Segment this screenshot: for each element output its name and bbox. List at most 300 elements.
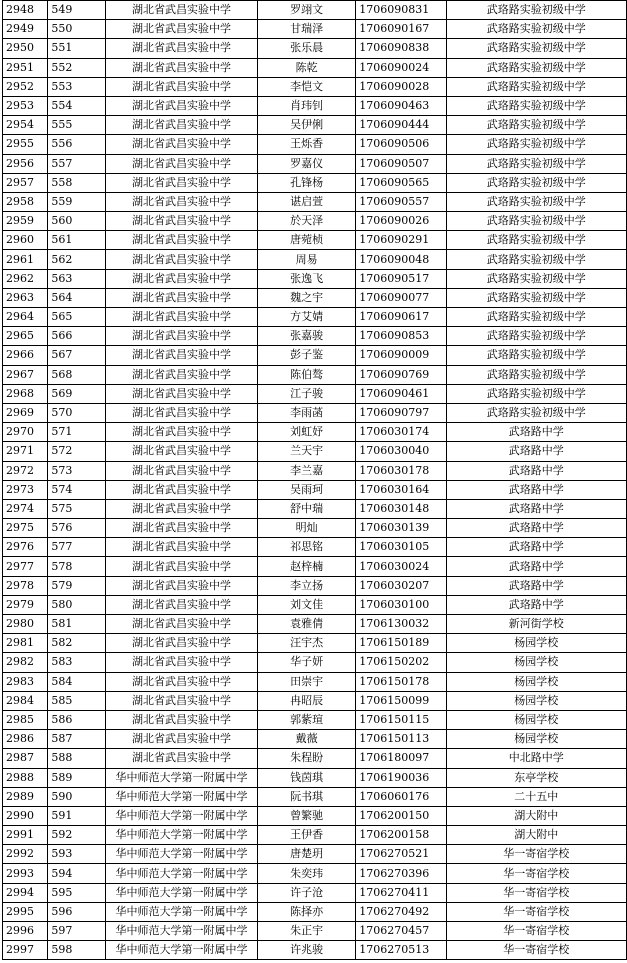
cell-student-name: 唐菀桢 xyxy=(258,231,356,250)
table-row xyxy=(3,615,627,634)
cell-student-id: 1706090026 xyxy=(356,212,446,231)
table-row xyxy=(3,192,627,211)
cell-student-name: 汪宇杰 xyxy=(258,634,356,653)
table-row xyxy=(3,231,627,250)
cell-student-name: 钱茵琪 xyxy=(258,768,356,787)
cell-rank: 578 xyxy=(48,557,106,576)
cell-rank: 583 xyxy=(48,653,106,672)
cell-seq: 2991 xyxy=(3,826,48,845)
table-row xyxy=(3,787,627,806)
table-row xyxy=(3,250,627,269)
cell-student-name: 刘文佳 xyxy=(258,595,356,614)
cell-high-school: 湖北省武昌实验中学 xyxy=(105,20,257,39)
cell-junior-school: 武珞路实验初级中学 xyxy=(446,384,626,403)
cell-student-name: 肖玮钊 xyxy=(258,96,356,115)
cell-junior-school: 武珞路实验初级中学 xyxy=(446,58,626,77)
cell-student-name: 许兆骏 xyxy=(258,941,356,960)
cell-high-school: 湖北省武昌实验中学 xyxy=(105,384,257,403)
cell-rank: 571 xyxy=(48,423,106,442)
cell-student-id: 1706030040 xyxy=(356,442,446,461)
cell-junior-school: 中北路中学 xyxy=(446,749,626,768)
cell-rank: 563 xyxy=(48,269,106,288)
cell-student-name: 郭紫瑄 xyxy=(258,710,356,729)
cell-rank: 569 xyxy=(48,384,106,403)
cell-high-school: 湖北省武昌实验中学 xyxy=(105,116,257,135)
cell-rank: 584 xyxy=(48,672,106,691)
cell-high-school: 华中师范大学第一附属中学 xyxy=(105,883,257,902)
cell-junior-school: 武珞路实验初级中学 xyxy=(446,154,626,173)
cell-junior-school: 湖大附中 xyxy=(446,826,626,845)
cell-junior-school: 杨园学校 xyxy=(446,634,626,653)
cell-rank: 554 xyxy=(48,96,106,115)
cell-rank: 565 xyxy=(48,308,106,327)
cell-student-name: 谌启萱 xyxy=(258,192,356,211)
cell-seq: 2968 xyxy=(3,384,48,403)
cell-student-id: 1706270396 xyxy=(356,864,446,883)
cell-high-school: 湖北省武昌实验中学 xyxy=(105,365,257,384)
table-row xyxy=(3,864,627,883)
cell-student-id: 1706090797 xyxy=(356,403,446,422)
cell-seq: 2984 xyxy=(3,691,48,710)
table-row xyxy=(3,749,627,768)
cell-student-name: 李兰嘉 xyxy=(258,461,356,480)
cell-seq: 2983 xyxy=(3,672,48,691)
cell-student-id: 1706150202 xyxy=(356,653,446,672)
cell-student-name: 舒中瑞 xyxy=(258,499,356,518)
table-row xyxy=(3,308,627,327)
cell-high-school: 湖北省武昌实验中学 xyxy=(105,691,257,710)
cell-junior-school: 武珞路实验初级中学 xyxy=(446,96,626,115)
cell-student-name: 冉昭辰 xyxy=(258,691,356,710)
table-row xyxy=(3,672,627,691)
table-row xyxy=(3,710,627,729)
cell-rank: 596 xyxy=(48,902,106,921)
cell-junior-school: 杨园学校 xyxy=(446,672,626,691)
cell-high-school: 湖北省武昌实验中学 xyxy=(105,710,257,729)
table-row xyxy=(3,634,627,653)
cell-high-school: 湖北省武昌实验中学 xyxy=(105,173,257,192)
table-row xyxy=(3,557,627,576)
cell-seq: 2992 xyxy=(3,845,48,864)
cell-student-id: 1706270457 xyxy=(356,922,446,941)
cell-high-school: 华中师范大学第一附属中学 xyxy=(105,941,257,960)
cell-seq: 2963 xyxy=(3,288,48,307)
cell-high-school: 湖北省武昌实验中学 xyxy=(105,499,257,518)
cell-junior-school: 武珞路中学 xyxy=(446,519,626,538)
cell-student-name: 江子骏 xyxy=(258,384,356,403)
cell-junior-school: 华一寄宿学校 xyxy=(446,902,626,921)
cell-seq: 2955 xyxy=(3,135,48,154)
cell-student-id: 1706090291 xyxy=(356,231,446,250)
cell-junior-school: 武珞路中学 xyxy=(446,423,626,442)
cell-junior-school: 华一寄宿学校 xyxy=(446,883,626,902)
cell-student-id: 1706150189 xyxy=(356,634,446,653)
table-row xyxy=(3,346,627,365)
cell-junior-school: 华一寄宿学校 xyxy=(446,864,626,883)
cell-high-school: 湖北省武昌实验中学 xyxy=(105,730,257,749)
cell-high-school: 华中师范大学第一附属中学 xyxy=(105,826,257,845)
cell-student-name: 祁思铭 xyxy=(258,538,356,557)
cell-student-id: 1706030178 xyxy=(356,461,446,480)
cell-seq: 2980 xyxy=(3,615,48,634)
cell-student-id: 1706090028 xyxy=(356,77,446,96)
cell-student-id: 1706130032 xyxy=(356,615,446,634)
cell-student-id: 1706090838 xyxy=(356,39,446,58)
cell-high-school: 湖北省武昌实验中学 xyxy=(105,557,257,576)
cell-student-name: 张嘉骏 xyxy=(258,327,356,346)
cell-seq: 2948 xyxy=(3,1,48,20)
cell-student-id: 1706090444 xyxy=(356,116,446,135)
cell-rank: 593 xyxy=(48,845,106,864)
table-row xyxy=(3,384,627,403)
cell-junior-school: 武珞路中学 xyxy=(446,442,626,461)
cell-junior-school: 武珞路实验初级中学 xyxy=(446,212,626,231)
table-row xyxy=(3,173,627,192)
cell-high-school: 湖北省武昌实验中学 xyxy=(105,749,257,768)
cell-seq: 2969 xyxy=(3,403,48,422)
cell-student-id: 1706190036 xyxy=(356,768,446,787)
cell-student-id: 1706090461 xyxy=(356,384,446,403)
cell-student-id: 1706030139 xyxy=(356,519,446,538)
cell-student-name: 陈择亦 xyxy=(258,902,356,921)
cell-rank: 591 xyxy=(48,806,106,825)
cell-junior-school: 武珞路实验初级中学 xyxy=(446,116,626,135)
cell-student-name: 王伊香 xyxy=(258,826,356,845)
cell-high-school: 湖北省武昌实验中学 xyxy=(105,442,257,461)
cell-junior-school: 武珞路实验初级中学 xyxy=(446,20,626,39)
cell-high-school: 湖北省武昌实验中学 xyxy=(105,615,257,634)
cell-student-name: 田崇宇 xyxy=(258,672,356,691)
table-row xyxy=(3,730,627,749)
cell-rank: 564 xyxy=(48,288,106,307)
cell-seq: 2997 xyxy=(3,941,48,960)
cell-student-id: 1706090557 xyxy=(356,192,446,211)
cell-student-name: 陈伯骜 xyxy=(258,365,356,384)
cell-seq: 2962 xyxy=(3,269,48,288)
cell-student-id: 1706270521 xyxy=(356,845,446,864)
cell-high-school: 湖北省武昌实验中学 xyxy=(105,480,257,499)
cell-student-name: 华子妍 xyxy=(258,653,356,672)
cell-high-school: 湖北省武昌实验中学 xyxy=(105,1,257,20)
cell-student-id: 1706200150 xyxy=(356,806,446,825)
table-row xyxy=(3,403,627,422)
table-row xyxy=(3,77,627,96)
cell-rank: 592 xyxy=(48,826,106,845)
cell-rank: 579 xyxy=(48,576,106,595)
cell-rank: 585 xyxy=(48,691,106,710)
cell-junior-school: 武珞路实验初级中学 xyxy=(446,269,626,288)
cell-junior-school: 武珞路实验初级中学 xyxy=(446,288,626,307)
cell-student-id: 1706150099 xyxy=(356,691,446,710)
cell-high-school: 湖北省武昌实验中学 xyxy=(105,135,257,154)
cell-high-school: 湖北省武昌实验中学 xyxy=(105,269,257,288)
table-row xyxy=(3,423,627,442)
cell-rank: 561 xyxy=(48,231,106,250)
cell-junior-school: 武珞路中学 xyxy=(446,557,626,576)
table-row xyxy=(3,499,627,518)
cell-rank: 580 xyxy=(48,595,106,614)
cell-seq: 2985 xyxy=(3,710,48,729)
cell-seq: 2979 xyxy=(3,595,48,614)
cell-junior-school: 武珞路中学 xyxy=(446,480,626,499)
cell-junior-school: 武珞路实验初级中学 xyxy=(446,173,626,192)
cell-high-school: 华中师范大学第一附属中学 xyxy=(105,787,257,806)
cell-junior-school: 华一寄宿学校 xyxy=(446,941,626,960)
cell-seq: 2951 xyxy=(3,58,48,77)
cell-seq: 2965 xyxy=(3,327,48,346)
cell-student-id: 1706090769 xyxy=(356,365,446,384)
cell-seq: 2996 xyxy=(3,922,48,941)
cell-junior-school: 武珞路中学 xyxy=(446,595,626,614)
cell-student-name: 孔锋杨 xyxy=(258,173,356,192)
cell-high-school: 湖北省武昌实验中学 xyxy=(105,595,257,614)
cell-seq: 2994 xyxy=(3,883,48,902)
table-row xyxy=(3,519,627,538)
cell-rank: 574 xyxy=(48,480,106,499)
cell-student-name: 罗翊文 xyxy=(258,1,356,20)
cell-student-name: 朱奕玮 xyxy=(258,864,356,883)
table-row xyxy=(3,96,627,115)
cell-high-school: 湖北省武昌实验中学 xyxy=(105,212,257,231)
cell-seq: 2978 xyxy=(3,576,48,595)
cell-rank: 555 xyxy=(48,116,106,135)
cell-high-school: 湖北省武昌实验中学 xyxy=(105,634,257,653)
cell-rank: 586 xyxy=(48,710,106,729)
cell-student-id: 1706090517 xyxy=(356,269,446,288)
cell-rank: 549 xyxy=(48,1,106,20)
cell-student-id: 1706150178 xyxy=(356,672,446,691)
cell-rank: 557 xyxy=(48,154,106,173)
cell-junior-school: 新河街学校 xyxy=(446,615,626,634)
cell-seq: 2989 xyxy=(3,787,48,806)
cell-high-school: 华中师范大学第一附属中学 xyxy=(105,922,257,941)
cell-high-school: 湖北省武昌实验中学 xyxy=(105,58,257,77)
cell-junior-school: 武珞路实验初级中学 xyxy=(446,231,626,250)
cell-junior-school: 武珞路实验初级中学 xyxy=(446,1,626,20)
cell-student-name: 刘虹妤 xyxy=(258,423,356,442)
cell-student-id: 1706090009 xyxy=(356,346,446,365)
cell-seq: 2966 xyxy=(3,346,48,365)
cell-junior-school: 武珞路实验初级中学 xyxy=(446,346,626,365)
cell-seq: 2993 xyxy=(3,864,48,883)
cell-student-name: 曾繁驰 xyxy=(258,806,356,825)
cell-rank: 573 xyxy=(48,461,106,480)
cell-high-school: 湖北省武昌实验中学 xyxy=(105,39,257,58)
cell-student-id: 1706150113 xyxy=(356,730,446,749)
cell-student-name: 吴伊俐 xyxy=(258,116,356,135)
cell-seq: 2970 xyxy=(3,423,48,442)
cell-student-id: 1706030024 xyxy=(356,557,446,576)
cell-rank: 553 xyxy=(48,77,106,96)
table-row xyxy=(3,269,627,288)
cell-rank: 576 xyxy=(48,519,106,538)
cell-seq: 2957 xyxy=(3,173,48,192)
cell-rank: 556 xyxy=(48,135,106,154)
cell-high-school: 华中师范大学第一附属中学 xyxy=(105,845,257,864)
table-row xyxy=(3,845,627,864)
table-row xyxy=(3,941,627,960)
cell-rank: 559 xyxy=(48,192,106,211)
cell-seq: 2956 xyxy=(3,154,48,173)
cell-student-name: 吴雨珂 xyxy=(258,480,356,499)
cell-junior-school: 杨园学校 xyxy=(446,691,626,710)
cell-high-school: 湖北省武昌实验中学 xyxy=(105,423,257,442)
cell-student-name: 唐楚玥 xyxy=(258,845,356,864)
cell-seq: 2950 xyxy=(3,39,48,58)
cell-rank: 595 xyxy=(48,883,106,902)
cell-seq: 2995 xyxy=(3,902,48,921)
cell-junior-school: 华一寄宿学校 xyxy=(446,845,626,864)
table-row xyxy=(3,365,627,384)
cell-seq: 2981 xyxy=(3,634,48,653)
table-row xyxy=(3,653,627,672)
cell-seq: 2954 xyxy=(3,116,48,135)
cell-rank: 582 xyxy=(48,634,106,653)
cell-student-name: 许子沧 xyxy=(258,883,356,902)
cell-student-name: 陈乾 xyxy=(258,58,356,77)
table-row xyxy=(3,538,627,557)
cell-high-school: 湖北省武昌实验中学 xyxy=(105,576,257,595)
cell-seq: 2975 xyxy=(3,519,48,538)
cell-student-id: 1706090831 xyxy=(356,1,446,20)
cell-seq: 2964 xyxy=(3,308,48,327)
cell-student-id: 1706150115 xyxy=(356,710,446,729)
cell-student-id: 1706030174 xyxy=(356,423,446,442)
table-row xyxy=(3,461,627,480)
cell-student-name: 张乐晨 xyxy=(258,39,356,58)
cell-student-name: 周易 xyxy=(258,250,356,269)
cell-student-id: 1706030164 xyxy=(356,480,446,499)
cell-seq: 2973 xyxy=(3,480,48,499)
cell-student-name: 李恺文 xyxy=(258,77,356,96)
cell-high-school: 湖北省武昌实验中学 xyxy=(105,288,257,307)
table-row xyxy=(3,826,627,845)
cell-student-name: 张逸飞 xyxy=(258,269,356,288)
cell-high-school: 湖北省武昌实验中学 xyxy=(105,192,257,211)
cell-student-name: 朱正宇 xyxy=(258,922,356,941)
cell-student-name: 王烁香 xyxy=(258,135,356,154)
cell-rank: 551 xyxy=(48,39,106,58)
cell-student-id: 1706030148 xyxy=(356,499,446,518)
cell-seq: 2960 xyxy=(3,231,48,250)
cell-high-school: 湖北省武昌实验中学 xyxy=(105,461,257,480)
cell-high-school: 湖北省武昌实验中学 xyxy=(105,519,257,538)
cell-student-name: 明灿 xyxy=(258,519,356,538)
cell-junior-school: 武珞路实验初级中学 xyxy=(446,135,626,154)
cell-high-school: 华中师范大学第一附属中学 xyxy=(105,902,257,921)
cell-seq: 2977 xyxy=(3,557,48,576)
cell-student-id: 1706270513 xyxy=(356,941,446,960)
cell-junior-school: 武珞路实验初级中学 xyxy=(446,39,626,58)
cell-junior-school: 华一寄宿学校 xyxy=(446,922,626,941)
cell-rank: 562 xyxy=(48,250,106,269)
cell-seq: 2974 xyxy=(3,499,48,518)
table-row xyxy=(3,1,627,20)
cell-rank: 567 xyxy=(48,346,106,365)
cell-seq: 2976 xyxy=(3,538,48,557)
cell-high-school: 华中师范大学第一附属中学 xyxy=(105,806,257,825)
cell-junior-school: 湖大附中 xyxy=(446,806,626,825)
cell-rank: 568 xyxy=(48,365,106,384)
table-row xyxy=(3,212,627,231)
cell-student-name: 罗嘉仪 xyxy=(258,154,356,173)
cell-junior-school: 武珞路实验初级中学 xyxy=(446,250,626,269)
cell-rank: 552 xyxy=(48,58,106,77)
cell-student-id: 1706030207 xyxy=(356,576,446,595)
cell-high-school: 湖北省武昌实验中学 xyxy=(105,154,257,173)
table-row xyxy=(3,442,627,461)
cell-rank: 581 xyxy=(48,615,106,634)
cell-high-school: 湖北省武昌实验中学 xyxy=(105,672,257,691)
cell-student-id: 1706090048 xyxy=(356,250,446,269)
cell-junior-school: 武珞路实验初级中学 xyxy=(446,308,626,327)
cell-student-id: 1706090617 xyxy=(356,308,446,327)
cell-seq: 2967 xyxy=(3,365,48,384)
cell-junior-school: 东亭学校 xyxy=(446,768,626,787)
table-row xyxy=(3,768,627,787)
table-row xyxy=(3,58,627,77)
table-row xyxy=(3,327,627,346)
table-row xyxy=(3,595,627,614)
cell-junior-school: 武珞路实验初级中学 xyxy=(446,327,626,346)
cell-high-school: 湖北省武昌实验中学 xyxy=(105,250,257,269)
cell-seq: 2982 xyxy=(3,653,48,672)
cell-student-name: 李立扬 xyxy=(258,576,356,595)
cell-student-id: 1706180097 xyxy=(356,749,446,768)
cell-student-id: 1706090853 xyxy=(356,327,446,346)
cell-student-id: 1706200158 xyxy=(356,826,446,845)
table-row xyxy=(3,806,627,825)
cell-high-school: 湖北省武昌实验中学 xyxy=(105,308,257,327)
cell-seq: 2949 xyxy=(3,20,48,39)
table-row xyxy=(3,576,627,595)
cell-high-school: 华中师范大学第一附属中学 xyxy=(105,864,257,883)
table-row xyxy=(3,902,627,921)
cell-student-id: 1706270492 xyxy=(356,902,446,921)
cell-student-name: 阮书琪 xyxy=(258,787,356,806)
cell-student-id: 1706270411 xyxy=(356,883,446,902)
cell-rank: 588 xyxy=(48,749,106,768)
cell-high-school: 湖北省武昌实验中学 xyxy=(105,403,257,422)
cell-rank: 558 xyxy=(48,173,106,192)
cell-junior-school: 武珞路实验初级中学 xyxy=(446,365,626,384)
cell-student-name: 方艾婧 xyxy=(258,308,356,327)
table-row xyxy=(3,116,627,135)
cell-high-school: 湖北省武昌实验中学 xyxy=(105,96,257,115)
cell-student-id: 1706030100 xyxy=(356,595,446,614)
cell-junior-school: 二十五中 xyxy=(446,787,626,806)
table-row xyxy=(3,154,627,173)
cell-rank: 570 xyxy=(48,403,106,422)
cell-student-name: 甘瑞泽 xyxy=(258,20,356,39)
cell-seq: 2987 xyxy=(3,749,48,768)
table-body xyxy=(3,1,627,960)
cell-rank: 587 xyxy=(48,730,106,749)
cell-high-school: 湖北省武昌实验中学 xyxy=(105,346,257,365)
cell-student-id: 1706090565 xyxy=(356,173,446,192)
cell-student-name: 彭子鉴 xyxy=(258,346,356,365)
cell-student-name: 赵梓楠 xyxy=(258,557,356,576)
cell-seq: 2952 xyxy=(3,77,48,96)
cell-student-id: 1706060176 xyxy=(356,787,446,806)
cell-student-name: 李雨菡 xyxy=(258,403,356,422)
cell-student-name: 袁雅倩 xyxy=(258,615,356,634)
cell-student-name: 朱程盼 xyxy=(258,749,356,768)
cell-junior-school: 杨园学校 xyxy=(446,653,626,672)
cell-rank: 572 xyxy=(48,442,106,461)
cell-high-school: 湖北省武昌实验中学 xyxy=(105,653,257,672)
table-row xyxy=(3,883,627,902)
